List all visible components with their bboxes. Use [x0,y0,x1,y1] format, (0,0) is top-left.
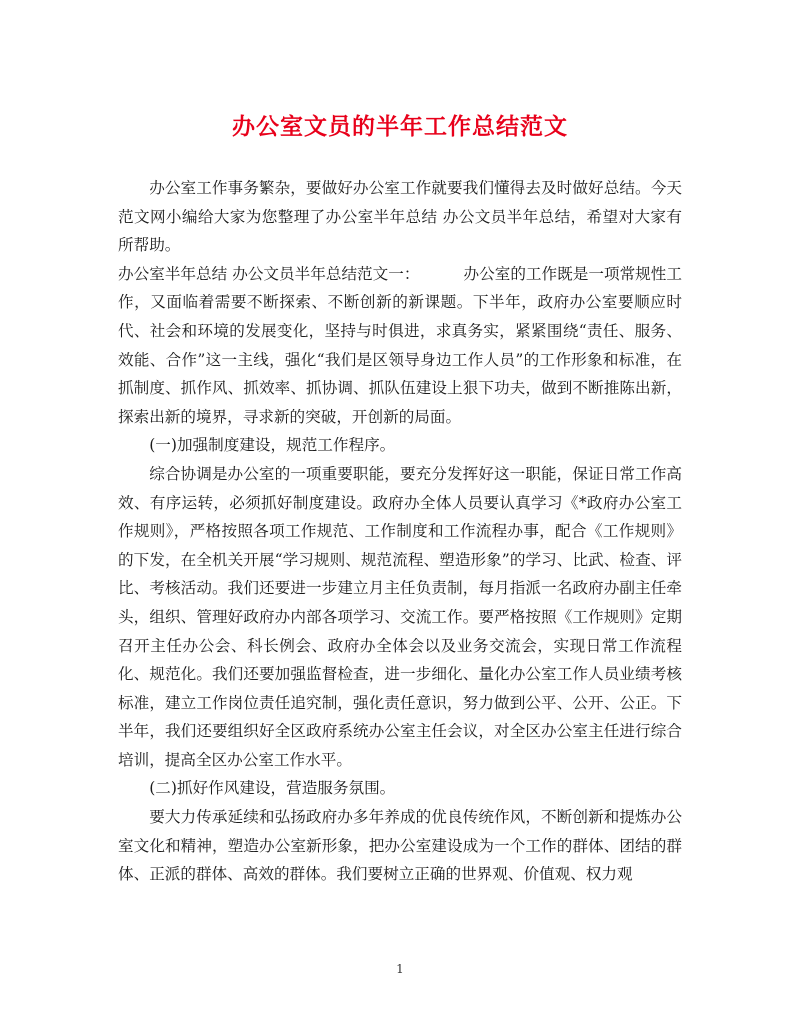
document-title: 办公室文员的半年工作总结范文 [232,113,568,140]
document-body [118,174,682,889]
intro-paragraph: 办公室工作事务繁杂，要做好办公室工作就要我们懂得去及时做好总结。今天范文网小编给大家为您整理了办公室半年总结 办公文员半年总结，希望对大家有所帮助。 [118,179,682,255]
example-lead: 办公室的工作既是一项常规性工作，又面临着需要不断探索、不断创新的新课题。下半年，政府办公室要顺应时代、社会和环境的发展变化，坚持与时俱进，求真务实，紧紧围绕“责任、服务、效能、合作”这一主线，强化“我们是区领导身边工作人员”的工作形象和标准，在抓制度、抓作风、抓效率、抓协调、抓队伍建设上狠下功夫，做到不断推陈出新，探索出新的境界，寻求新的突破，开创新的局面。 [118,264,682,426]
section2-body: 要大力传承延续和弘扬政府办多年养成的优良传统作风，不断创新和提炼办公室文化和精神，塑造办公室新形象，把办公室建设成为一个工作的群体、团结的群体、正派的群体、高效的群体。我们要树立正确的世界观、价值观、权力观 [118,808,682,884]
page-number: 1 [396,962,404,976]
example-heading: 办公室半年总结 办公文员半年总结范文一： [118,264,420,283]
example-paragraph [118,260,682,432]
section1-body: 综合协调是办公室的一项重要职能，要充分发挥好这一职能，保证日常工作高效、有序运转，必须抓好制度建设。政府办全体人员要认真学习《*政府办公室工作规则》，严格按照各项工作规范、工作制度和工作流程办事，配合《工作规则》的下发，在全机关开展“学习规则、规范流程、塑造形象”的学习、比武、检查、评比、考核活动。我们还要进一步建立月主任负责制，每月指派一名政府办副主任牵头，组织、管理好政府办内部各项学习、交流工作。要严格按照《工作规则》定期召开主任办公会、科长例会、政府办全体会以及业务交流会，实现日常工作流程化、规范化。我们还要加强监督检查，进一步细化、量化办公室工作人员业绩考核标准，建立工作岗位责任追究制，强化责任意识，努力做到公平、公开、公正。下半年，我们还要组织好全区政府系统办公室主任会议，对全区办公室主任进行综合培训，提高全区办公室工作水平。 [118,464,682,769]
section2-heading: (二)抓好作风建设，营造服务氛围。 [149,779,396,798]
section1-heading: (一)加强制度建设，规范工作程序。 [149,436,396,455]
